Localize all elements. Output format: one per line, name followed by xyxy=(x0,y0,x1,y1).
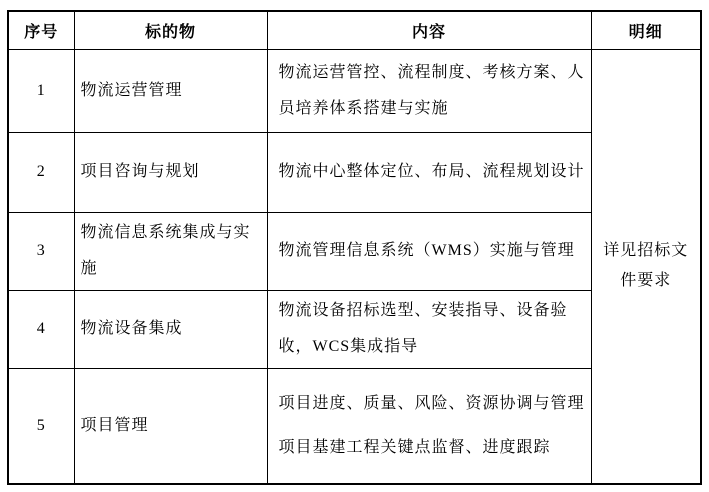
header-serial-number: 序号 xyxy=(8,11,74,49)
row4-content-paragraph: 物流设备招标选型、安装指导、设备验收，WCS集成指导 xyxy=(278,302,568,355)
row1-content xyxy=(267,49,591,132)
row3-content-paragraph: 物流管理信息系统（WMS）实施与管理 xyxy=(278,242,575,259)
row1-subject: 物流运营管理 xyxy=(74,49,267,132)
row3-subject: 物流信息系统集成与实施 xyxy=(74,212,267,290)
row2-subject: 项目咨询与规划 xyxy=(74,132,267,212)
header-subject: 标的物 xyxy=(74,11,267,49)
row4-serial-number: 4 xyxy=(8,290,74,368)
row2-content xyxy=(267,132,591,212)
bid-scope-table xyxy=(7,10,702,485)
row4-subject: 物流设备集成 xyxy=(74,290,267,368)
row1-content-paragraph: 物流运营管控、流程制度、考核方案、人员培养体系搭建与实施 xyxy=(278,63,585,117)
table-row xyxy=(8,49,701,132)
row5-content xyxy=(267,368,591,484)
header-detail: 明细 xyxy=(591,11,701,49)
merged-detail-cell: 详见招标文件要求 xyxy=(591,49,701,484)
row5-content-paragraph-2: 项目基建工程关键点监督、进度跟踪 xyxy=(278,438,551,456)
row5-content-paragraph-1: 项目进度、质量、风险、资源协调与管理 xyxy=(278,394,585,412)
header-content: 内容 xyxy=(267,11,591,49)
row1-serial-number: 1 xyxy=(8,49,74,132)
row2-serial-number: 2 xyxy=(8,132,74,212)
row5-serial-number: 5 xyxy=(8,368,74,484)
row5-subject: 项目管理 xyxy=(74,368,267,484)
row3-serial-number: 3 xyxy=(8,212,74,290)
row4-content xyxy=(267,290,591,368)
row2-content-paragraph: 物流中心整体定位、布局、流程规划设计 xyxy=(278,163,585,180)
row3-content xyxy=(267,212,591,290)
header-row xyxy=(8,11,701,49)
